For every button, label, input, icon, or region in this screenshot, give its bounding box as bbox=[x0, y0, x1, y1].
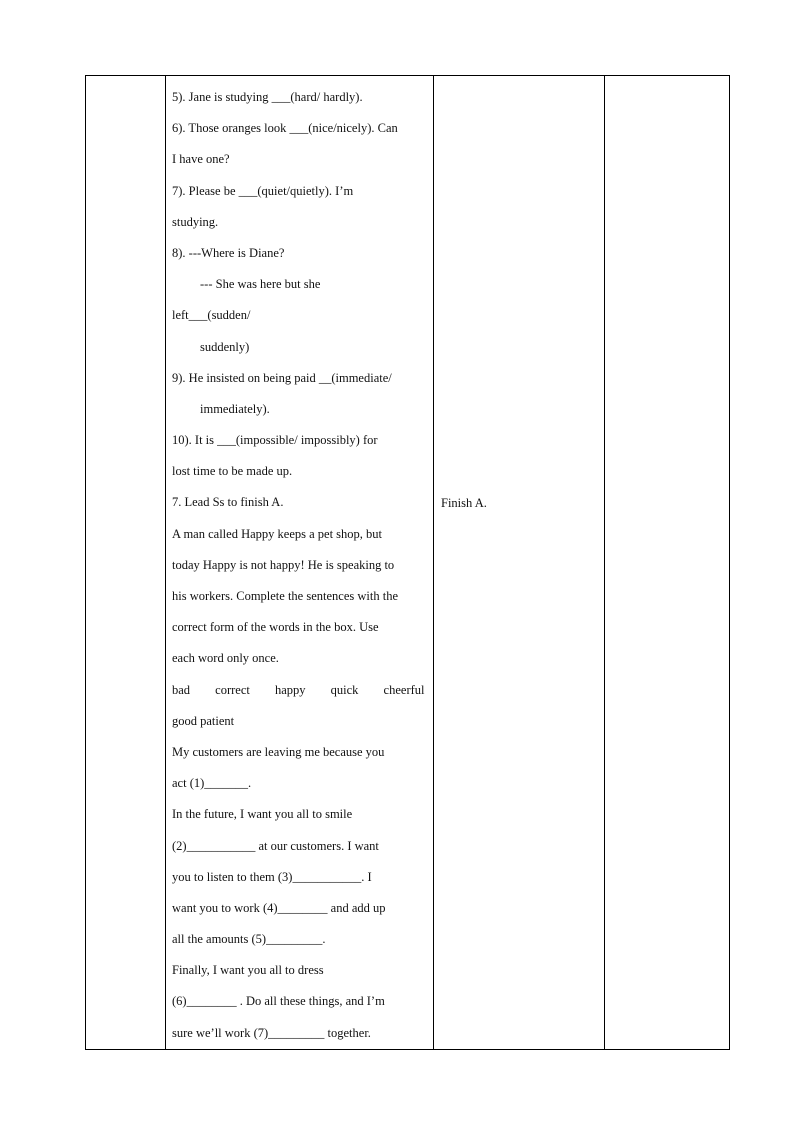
text-line: 5). Jane is studying ___(hard/ hardly). bbox=[172, 90, 363, 104]
text-line: My customers are leaving me because you bbox=[172, 744, 385, 759]
text-line: all the amounts (5)_________. bbox=[172, 932, 326, 947]
text-line: 7. Lead Ss to finish A. bbox=[172, 495, 284, 510]
text-line: 7). Please be ___(quiet/quietly). I’m bbox=[172, 183, 354, 198]
word-box-line: good patient bbox=[172, 713, 235, 728]
text-line: suddenly) bbox=[200, 339, 250, 354]
text-line: 6). Those oranges look ___(nice/nicely). Can bbox=[172, 121, 398, 136]
text-line: immediately). bbox=[200, 401, 270, 416]
text-line: (6)________ . Do all these things, and I’m bbox=[172, 994, 385, 1009]
text-line: Finally, I want you all to dress bbox=[172, 963, 324, 978]
teacher-activity-content bbox=[166, 76, 433, 1049]
text-line: each word only once. bbox=[172, 651, 279, 666]
text-line: correct form of the words in the box. Use bbox=[172, 620, 379, 635]
text-line: left___(sudden/ bbox=[172, 308, 251, 323]
table-row bbox=[86, 76, 730, 1050]
text-line: sure we’ll work (7)_________ together. bbox=[172, 1025, 371, 1040]
text-line: want you to work (4)________ and add up bbox=[172, 900, 386, 915]
student-activity-content bbox=[434, 76, 604, 519]
teacher-activity-cell bbox=[166, 76, 434, 1050]
word-box-line: bad correct happy quick cheerful bbox=[172, 682, 425, 697]
text-line: 8). ---Where is Diane? bbox=[172, 245, 285, 260]
text-line: A man called Happy keeps a pet shop, but bbox=[172, 526, 383, 541]
student-activity-cell bbox=[434, 76, 605, 1050]
step-cell bbox=[86, 76, 166, 1050]
purpose-cell bbox=[605, 76, 730, 1050]
text-line: In the future, I want you all to smile bbox=[172, 807, 353, 822]
text-line: act (1)_______. bbox=[172, 776, 252, 791]
text-line: I have one? bbox=[172, 152, 230, 167]
text-line: today Happy is not happy! He is speaking to bbox=[172, 557, 395, 572]
lesson-plan-table bbox=[85, 75, 730, 1050]
student-activity-text: Finish A. bbox=[441, 495, 487, 510]
text-line: you to listen to them (3)___________. I bbox=[172, 869, 372, 884]
text-line: --- She was here but she bbox=[200, 277, 321, 292]
text-line: lost time to be made up. bbox=[172, 464, 293, 479]
text-line: (2)___________ at our customers. I want bbox=[172, 838, 379, 853]
text-line: his workers. Complete the sentences with the bbox=[172, 589, 398, 603]
text-line: 9). He insisted on being paid __(immediate/ bbox=[172, 370, 392, 385]
text-line: studying. bbox=[172, 214, 219, 229]
text-line: 10). It is ___(impossible/ impossibly) for bbox=[172, 433, 378, 448]
